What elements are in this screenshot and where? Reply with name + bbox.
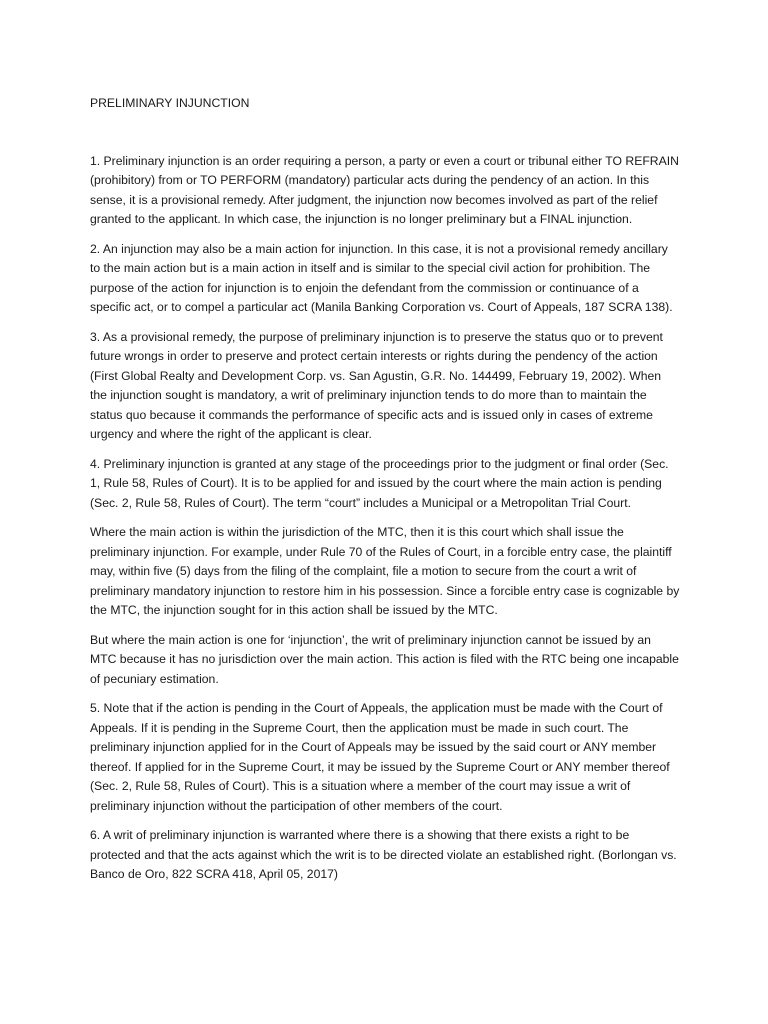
document-body	[90, 94, 680, 895]
paragraph-main-action-injunction: But where the main action is one for ‘injunction’, the writ of preliminary injunction cannot be issued by an MTC because it has no jurisdiction over the main action. This action is filed with the RTC being one incapable of pecuniary estimation.	[90, 632, 679, 686]
paragraph-5: 5. Note that if the action is pending in the Court of Appeals, the application must be made with the Court of Appeals. If it is pending in the Supreme Court, then the application must be made in such court. The preliminary injunction applied for in the Court of Appeals may be issued by the said court or ANY member thereof. If applied for in the Supreme Court, it may be issued by the Supreme Court or ANY member thereof (Sec. 2, Rule 58, Rules of Court). This is a situation where a member of the court may issue a writ of preliminary injunction without the participation of other members of the court.	[90, 701, 670, 813]
paragraph-3: 3. As a provisional remedy, the purpose of preliminary injunction is to preserve the status quo or to prevent future wrongs in order to preserve and protect certain interests or rights during the pendency of the action (First Global Realty and Development Corp. vs. San Agustin, G.R. No. 144499, February 19, 2002). When the injunction sought is mandatory, a writ of preliminary injunction tends to do more than to maintain the status quo because it commands the performance of specific acts and is issued only in cases of extreme urgency and where the right of the applicant is clear.	[90, 329, 663, 441]
paragraph-2: 2. An injunction may also be a main action for injunction. In this case, it is not a provisional remedy ancillary to the main action but is a main action in itself and is similar to the special civil action for prohibition. The purpose of the action for injunction is to enjoin the defendant from the commission or continuance of a specific act, or to compel a particular act (Manila Banking Corporation vs. Court of Appeals, 187 SCRA 138).	[90, 241, 673, 314]
paragraph-4: 4. Preliminary injunction is granted at any stage of the proceedings prior to the judgment or final order (Sec. 1, Rule 58, Rules of Court). It is to be applied for and issued by the court where the main action is pending (Sec. 2, Rule 58, Rules of Court). The term “court” includes a Municipal or a Metropolitan Trial Court.	[90, 456, 669, 510]
paragraph-1: 1. Preliminary injunction is an order requiring a person, a party or even a court or tribunal either TO REFRAIN (prohibitory) from or TO PERFORM (mandatory) particular acts during the pendency of an action. In this sense, it is a provisional remedy. After judgment, the injunction now becomes involved as part of the relief granted to the applicant. In which case, the injunction is no longer preliminary but a FINAL injunction.	[90, 153, 679, 226]
paragraph-mtc-jurisdiction: Where the main action is within the jurisdiction of the MTC, then it is this court which shall issue the preliminary injunction. For example, under Rule 70 of the Rules of Court, in a forcible entry case, the plaintiff may, within five (5) days from the filing of the complaint, file a motion to secure from the court a writ of preliminary mandatory injunction to restore him in his possession. Since a forcible entry case is cognizable by the MTC, the injunction sought for in this action shall be issued by the MTC.	[90, 525, 680, 617]
paragraph-6: 6. A writ of preliminary injunction is warranted where there is a showing that there exists a right to be protected and that the acts against which the writ is to be directed violate an established right. (Borlongan vs. Banco de Oro, 822 SCRA 418, April 05, 2017)	[90, 828, 677, 881]
document-title: PRELIMINARY INJUNCTION	[90, 96, 250, 110]
